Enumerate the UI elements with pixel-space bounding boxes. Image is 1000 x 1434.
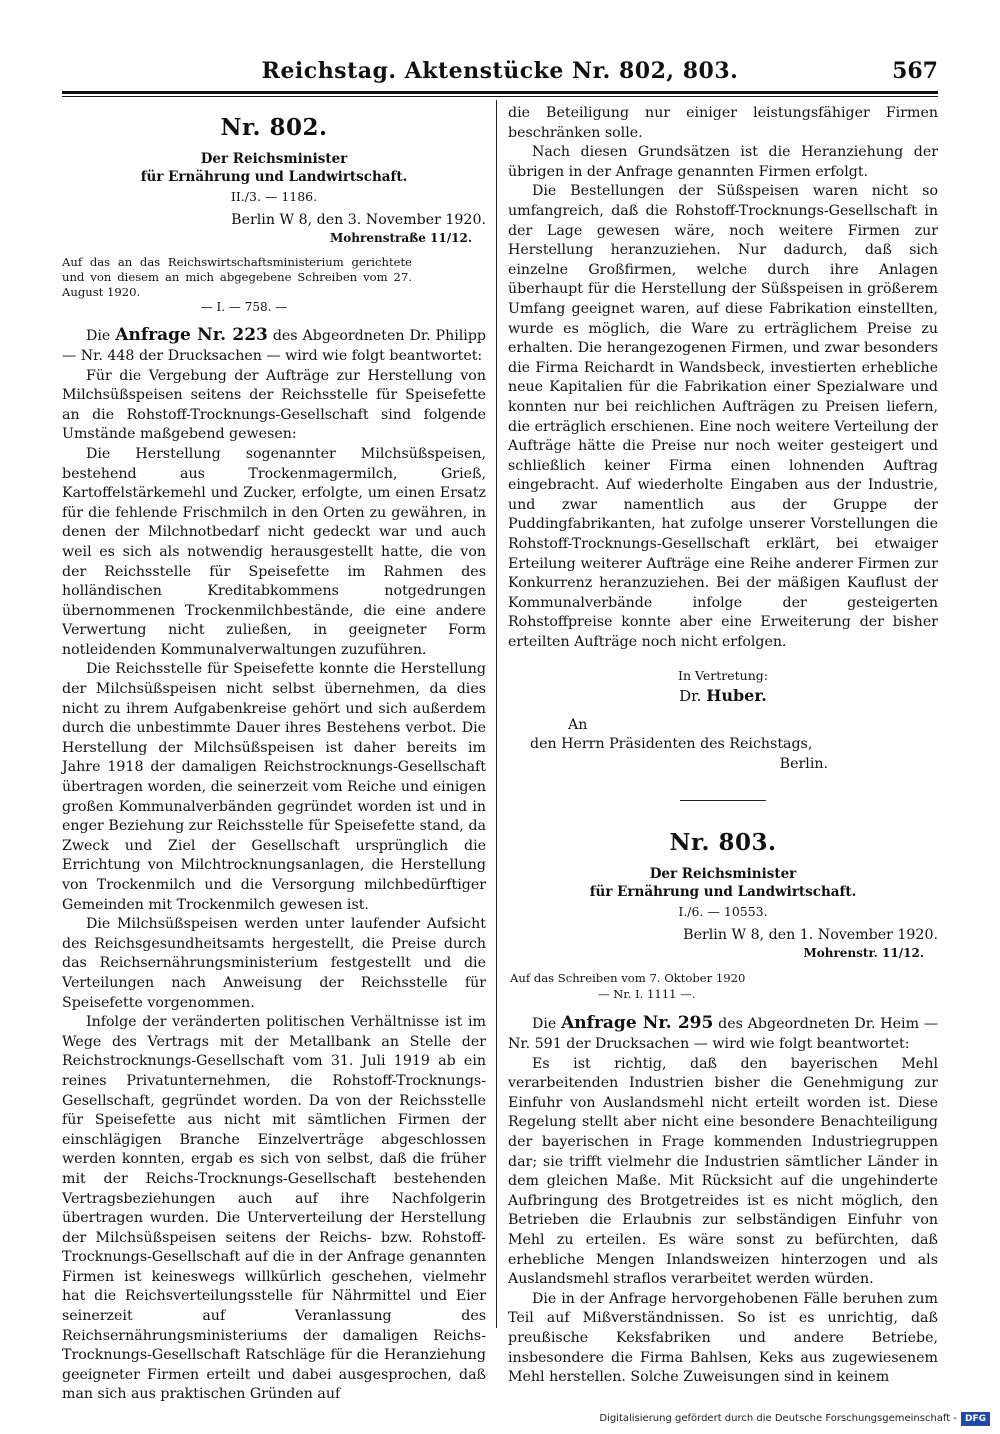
doc-802-number: Nr. 802. <box>220 114 328 141</box>
doc-802-paragraph-continued: die Beteiligung nur einiger leistungsfähiger Firmen beschränken solle. <box>508 105 938 141</box>
doc-803-address: Mohrenstr. 11/12. <box>803 946 924 961</box>
doc-802-intro-prefix: Die <box>86 328 111 345</box>
doc-802-paragraph: Für die Vergebung der Aufträge zur Herstellung von Milchsüßspeisen seitens der Reichsstelle für Speisefette an die Rohstoff-Trocknungs-Gesellschaft sind folgende Umstände maßgebend gewesen: <box>62 367 486 443</box>
doc-802-note: Auf das an das Reichswirtschaftsministerium gerichtete und von diesem an mich abgegebene Schreiben vom 27. August 1920. <box>62 255 412 299</box>
doc-803-note: Auf das Schreiben vom 7. Oktober 1920 <box>510 971 746 986</box>
addressee-line3: Berlin. <box>779 755 828 772</box>
doc-803-paragraph: Die in der Anfrage hervorgehobenen Fälle beruhen zum Teil auf Mißverständnissen. So ist es unrichtig, daß preußische Keksfabriken und andere Betriebe, insbesondere die Firma Bahlsen, Keks aus zugewiesenem Mehl herstellen. Solche Zuweisungen sind in keinem <box>508 1290 938 1386</box>
doc-803-paragraph: Es ist richtig, daß den bayerischen Mehl verarbeitenden Industrien bisher die Genehmigung zur Einfuhr von Auslandsmehl nicht erteilt worden ist. Diese Regelung stellt aber nicht eine besondere Benachteiligung der bayerischen in Frage kommenden Industriegruppen dar; sie trifft vielmehr die Industrien sämtlicher Länder in dem gleichen Maße. Mit Rücksicht auf die ungehinderte Aufbringung des Brotgetreides ist es nicht möglich, den Betrieben die Erlaubnis zur selbständigen Einfuhr von Mehl zu erteilen. Es wäre sonst zu befürchten, daß erhebliche Mengen Inlandsweizen hinterzogen und als Auslandsmehl straflos verarbeitet werden würden. <box>508 1055 938 1288</box>
doc-802-signature <box>508 686 938 706</box>
doc-802-signature-name: Huber. <box>706 685 767 705</box>
doc-802-intro <box>62 326 486 366</box>
doc-803-intro-prefix: Die <box>532 1016 557 1033</box>
right-column <box>508 104 938 1388</box>
doc-803-sender-line1: Der Reichsminister <box>649 866 797 883</box>
doc-802-place-date: Berlin W 8, den 3. November 1920. <box>231 212 486 228</box>
left-column <box>62 104 486 1405</box>
header-rule-thin <box>62 96 938 97</box>
doc-803-number: Nr. 803. <box>669 829 777 857</box>
running-head: Reichstag. Aktenstücke Nr. 802, 803. <box>261 58 739 84</box>
doc-803-intro-rest: des Abgeordneten Dr. Heim — Nr. 591 der Drucksachen — wird wie folgt beantwortet: <box>508 1016 939 1052</box>
doc-802-addressee <box>508 716 938 775</box>
doc-803-note-reference: — Nr. I. 1111 —. <box>598 987 696 1002</box>
dfg-logo: DFG <box>961 1412 990 1426</box>
footer-credit-text: Digitalisierung gefördert durch die Deutsche Forschungsgemeinschaft - <box>599 1413 957 1424</box>
page-header <box>62 58 938 88</box>
doc-803-inquiry-ref: Anfrage Nr. 295 <box>561 1013 714 1034</box>
digitization-credit <box>599 1410 990 1428</box>
column-divider <box>496 100 497 1328</box>
addressee-line2: den Herrn Präsidenten des Reichstags, <box>530 736 813 753</box>
doc-802-paragraph: Infolge der veränderten politischen Verhältnisse ist im Wege des Vertrags mit der Metallbank an Stelle der Reichstrocknungs-Gesellschaft vom 31. Juli 1919 ab ein reines Privatunternehmen, die Rohstoff-Trocknungs-Gesellschaft, gegründet worden. Da von der Reichsstelle für Speisefette aus nicht mit sämtlichen Firmen der einschlägigen Branche Einzelverträge abgeschlossen werden konnten, ergab es sich von selbst, daß die früher mit der Reichs-Trocknungs-Gesellschaft bestehenden Vertragsbeziehungen auch auf ihre Nachfolgerin übertragen wurden. Die Unterverteilung der Herstellung der Milchsüßspeisen seitens der Reichs- bzw. Rohstoff-Trocknungs-Gesellschaft auf die in der Anfrage genannten Firmen ist keineswegs willkürlich geschehen, vielmehr hat die Reichsverteilungsstelle für Nährmittel und Eier seinerzeit auf Veranlassung des Reichsernährungsministeriums der damaligen Reichs-Trocknungs-Gesellschaft Ratschläge für die Heranziehung geeigneter Firmen erteilt und dabei ausgesprochen, daß man sich aus praktischen Gründen auf <box>62 1014 486 1403</box>
header-rule <box>62 91 938 94</box>
doc-802-paragraph: Die Milchsüßspeisen werden unter laufender Aufsicht des Reichsgesundheitsamts hergestellt, die Preise durch das Reichsernährungsministerium festgestellt und die Verteilungen nach Anweisung der Reichsstelle für Speisefette vorgenommen. <box>62 916 486 1011</box>
doc-802-inquiry-ref: Anfrage Nr. 223 <box>115 325 268 346</box>
page-number: 567 <box>892 58 938 84</box>
doc-802-paragraph: Die Herstellung sogenannter Milchsüßspeisen, bestehend aus Trockenmagermilch, Grieß, Kartoffelstärkemehl und Zucker, erfolgte, um einen Ersatz für die fehlende Frischmilch in den Orten zu gewähren, in denen der Milchnotbedarf nicht gedeckt war und auch weil es sich als notwendig herausgestellt hatte, die von der Reichsstelle für Speisefette im Rahmen des holländischen Kreditabkommens notgedrungen übernommenen Trockenmilchbestände, die eine andere Verwertung nicht zuließen, in geeigneter Form notleidenden Kommunalverwaltungen zuzuführen. <box>62 445 486 658</box>
doc-803-reference: I./6. — 10553. <box>678 904 768 920</box>
doc-802-sender-line2: für Ernährung und Landwirtschaft. <box>140 169 408 185</box>
section-separator <box>680 800 766 801</box>
doc-802-signature-intro: In Vertretung: <box>678 667 768 683</box>
doc-802-paragraph: Die Reichsstelle für Speisefette konnte die Herstellung der Milchsüßspeisen nicht selbst übernehmen, da dies nicht zu ihrem Aufgabenkreise gehört und sich außerdem durch die unbestimmte Dauer ihres Bestehens verbot. Die Herstellung der Milchsüßspeisen ist daher bereits im Jahre 1918 der damaligen Reichstrocknungs-Gesellschaft übertragen worden, die seinerzeit vom Reiche und einigen großen Kommunalverbänden gegründet worden ist und in enger Beziehung zur Reichsstelle für Speisefette stand, da Zweck und Ziel der Gesellschaft ursprünglich die Errichtung von Milchtrocknungsanlagen, die Herstellung von Trockenmilch und die Versorgung milchbedürftiger Gemeinden mit Trockenmilch gewesen ist. <box>62 661 486 913</box>
doc-802-paragraph: Die Bestellungen der Süßspeisen waren nicht so umfangreich, daß die Rohstoff-Trocknungs-Gesellschaft in der Lage gewesen wäre, noch weitere Firmen zur Herstellung heranzuziehen. Nur dadurch, daß sich einzelne Großfirmen, welche durch ihre Anlagen überhaupt für die Herstellung der Süßspeisen in größerem Umfang geeignet waren, auf diese Fabrikation einstellten, wurde es möglich, die Ware zu erträglichem Preise zu erhalten. Die herangezogenen Firmen, und zwar besonders die Firma Reichardt in Wandsbeck, investierten erhebliche neue Kapitalien für die Fabrikation einer Spezialware und konnten nur bei reichlichen Aufträgen zu Preisen liefern, die erträglich erschienen. Eine noch weitere Verteilung der Aufträge hätte die Preise nur noch weiter gesteigert und schließlich keiner Firma einen lohnenden Auftrag eingebracht. Auf wiederholte Eingaben aus der Industrie, und zwar namentlich aus der Gruppe der Puddingfabrikanten, hat zufolge unserer Vorstellungen die Rohstoff-Trocknungs-Gesellschaft erklärt, bei etwaiger Erteilung weiterer Aufträge eine Reihe anderer Firmen zur Konkurrenz heranzuziehen. Bei der mäßigen Kauflust der Kommunalverbände infolge der gesteigerten Rohstoffpreise konnte aber eine Erweiterung der bisher erteilten Aufträge noch nicht erfolgen. <box>508 183 938 651</box>
doc-802-address: Mohrenstraße 11/12. <box>330 231 472 245</box>
doc-802-intro-rest: des Abgeordneten Dr. Philipp — Nr. 448 der Drucksachen — wird wie folgt beantwortet: <box>62 328 486 364</box>
doc-803-intro <box>508 1014 938 1054</box>
doc-802-reference: II./3. — 1186. <box>230 189 318 204</box>
doc-803-place-date: Berlin W 8, den 1. November 1920. <box>683 927 938 944</box>
doc-802-note-reference: — I. — 758. — <box>200 300 288 315</box>
doc-803-sender-line2: für Ernährung und Landwirtschaft. <box>589 884 857 901</box>
doc-802-sender-line1: Der Reichsminister <box>200 151 348 167</box>
doc-802-paragraph: Nach diesen Grundsätzen ist die Heranziehung der übrigen in der Anfrage genannten Firmen erfolgt. <box>508 144 938 180</box>
addressee-line1: An <box>568 716 588 733</box>
doc-802-signature-title: Dr. <box>679 686 702 705</box>
